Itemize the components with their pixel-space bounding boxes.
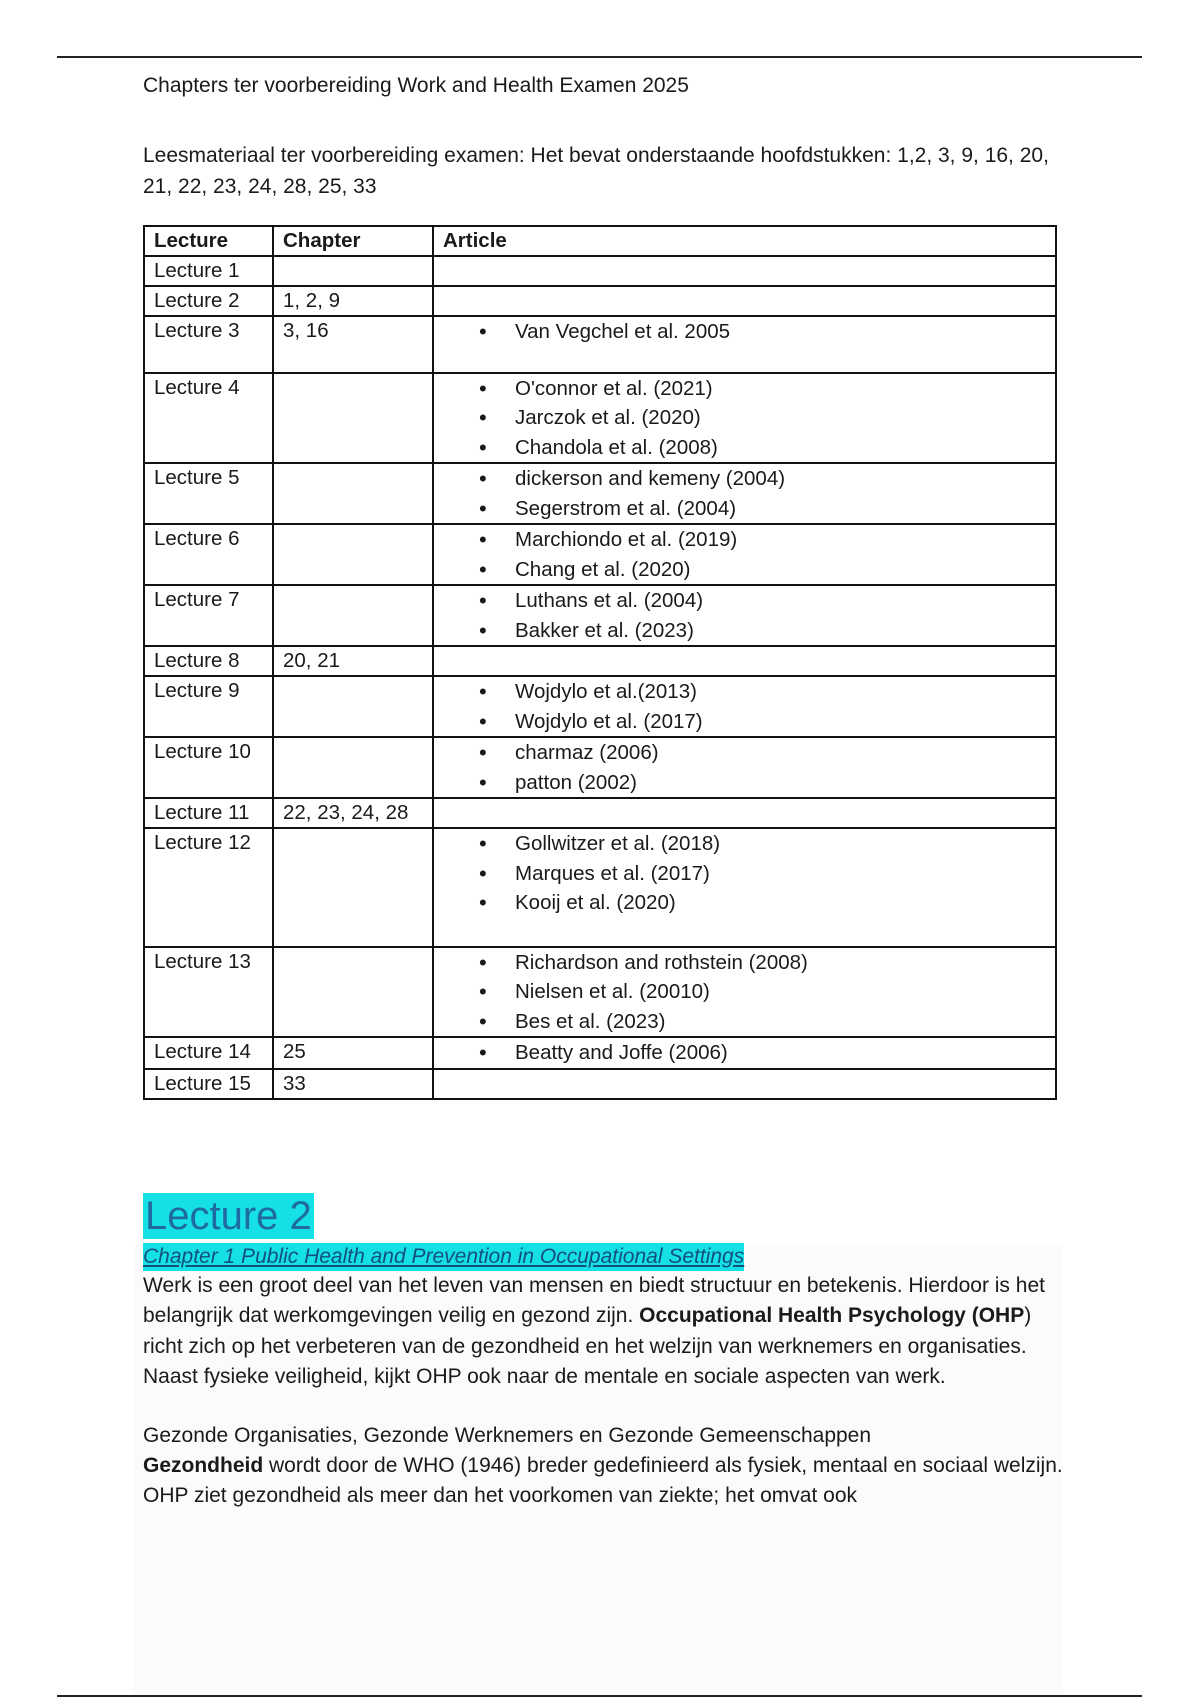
document-title: Chapters ter voorbereiding Work and Health Examen 2025 [143, 74, 689, 97]
cell-chapter [273, 463, 433, 524]
cell-articles [433, 585, 1056, 646]
article-list [443, 829, 1046, 918]
article-item: • Jarczok et al. (2020) [443, 403, 1046, 433]
table-row [144, 1037, 1056, 1069]
subheading-healthy-organisations: Gezonde Organisaties, Gezonde Werknemers en Gezonde Gemeenschappen [143, 1423, 872, 1447]
table-row [144, 947, 1056, 1038]
cell-lecture: Lecture 12 [144, 828, 273, 947]
cell-lecture: Lecture 14 [144, 1037, 273, 1069]
cell-chapter: 33 [273, 1069, 433, 1099]
cell-chapter: 3, 16 [273, 316, 433, 373]
lecture-table [143, 225, 1057, 1100]
cell-chapter: 20, 21 [273, 646, 433, 676]
article-list [443, 677, 1046, 736]
cell-chapter [273, 585, 433, 646]
cell-articles [433, 676, 1056, 737]
paragraph-ohp-text-b: ) richt zich op het verbeteren van de gezondheid en het welzijn van werknemers en organisaties. Naast fysieke veiligheid, kijkt OHP ook naar de mentale en sociale aspecten van werk. [143, 1304, 1032, 1388]
cell-articles [433, 373, 1056, 464]
cell-lecture: Lecture 10 [144, 737, 273, 798]
cell-lecture: Lecture 15 [144, 1069, 273, 1099]
table-row [144, 828, 1056, 947]
article-list [443, 525, 1046, 584]
cell-chapter [273, 256, 433, 286]
article-item: • Wojdylo et al.(2013) [443, 677, 1046, 707]
article-item: • Nielsen et al. (20010) [443, 977, 1046, 1007]
cell-articles [433, 463, 1056, 524]
article-list [443, 586, 1046, 645]
table-header-row [144, 226, 1056, 256]
table-row [144, 737, 1056, 798]
intro-paragraph: Leesmateriaal ter voorbereiding examen: Het bevat onderstaande hoofdstukken: 1,2, 3, 9, 16, 20, 21, 22, 23, 24, 28, 25, 33 [143, 144, 1049, 198]
article-list [443, 317, 1046, 347]
paragraph-ohp-bold: Occupational Health Psychology (OHP [639, 1304, 1025, 1327]
cell-chapter: 25 [273, 1037, 433, 1069]
article-item: • Marques et al. (2017) [443, 859, 1046, 889]
paragraph-ohp [143, 1271, 1063, 1393]
cell-chapter [273, 676, 433, 737]
article-list [443, 1038, 1046, 1068]
table-row [144, 316, 1056, 373]
article-item: • Van Vegchel et al. 2005 [443, 317, 1046, 347]
article-item: • patton (2002) [443, 768, 1046, 798]
cell-lecture: Lecture 6 [144, 524, 273, 585]
cell-articles [433, 1037, 1056, 1069]
article-item: • Bes et al. (2023) [443, 1007, 1046, 1037]
cell-lecture: Lecture 7 [144, 585, 273, 646]
article-item: • Gollwitzer et al. (2018) [443, 829, 1046, 859]
table-row [144, 585, 1056, 646]
cell-chapter [273, 373, 433, 464]
table-row [144, 646, 1056, 676]
header-chapter: Chapter [273, 226, 433, 256]
cell-lecture: Lecture 9 [144, 676, 273, 737]
cell-lecture: Lecture 8 [144, 646, 273, 676]
cell-articles [433, 1069, 1056, 1099]
table-row [144, 676, 1056, 737]
article-item: • Wojdylo et al. (2017) [443, 707, 1046, 737]
section-heading: Lecture 2 [145, 1193, 312, 1238]
article-item: • Chang et al. (2020) [443, 555, 1046, 585]
table-row [144, 256, 1056, 286]
table-row [144, 524, 1056, 585]
cell-articles [433, 828, 1056, 947]
cell-articles [433, 524, 1056, 585]
article-item: • dickerson and kemeny (2004) [443, 464, 1046, 494]
article-list [443, 948, 1046, 1037]
table-row [144, 798, 1056, 828]
cell-articles [433, 316, 1056, 373]
article-list [443, 464, 1046, 523]
cell-articles [433, 798, 1056, 828]
article-item: • Luthans et al. (2004) [443, 586, 1046, 616]
chapter-subheading: Chapter 1 Public Health and Prevention in Occupational Settings [143, 1243, 744, 1271]
cell-lecture: Lecture 1 [144, 256, 273, 286]
cell-chapter [273, 947, 433, 1038]
article-item: • Beatty and Joffe (2006) [443, 1038, 1046, 1068]
cell-lecture: Lecture 2 [144, 286, 273, 316]
bottom-rule [57, 1695, 1142, 1697]
table-row [144, 286, 1056, 316]
article-item: • Chandola et al. (2008) [443, 433, 1046, 463]
cell-lecture: Lecture 4 [144, 373, 273, 464]
article-item: • charmaz (2006) [443, 738, 1046, 768]
cell-chapter [273, 737, 433, 798]
cell-chapter [273, 828, 433, 947]
header-article: Article [433, 226, 1056, 256]
cell-lecture: Lecture 13 [144, 947, 273, 1038]
cell-lecture: Lecture 11 [144, 798, 273, 828]
cell-chapter: 1, 2, 9 [273, 286, 433, 316]
paragraph-health-bold: Gezondheid [143, 1453, 264, 1477]
cell-lecture: Lecture 5 [144, 463, 273, 524]
paragraph-health-text: wordt door de WHO (1946) breder gedefinieerd als fysiek, mentaal en sociaal welzijn. OHP ziet gezondheid als meer dan het voorkomen van ziekte; het omvat ook [143, 1453, 1063, 1507]
article-item: • Bakker et al. (2023) [443, 616, 1046, 646]
cell-chapter [273, 524, 433, 585]
document-body [143, 70, 1063, 1512]
cell-lecture: Lecture 3 [144, 316, 273, 373]
paragraph-health [143, 1451, 1063, 1512]
table-body [144, 256, 1056, 1099]
cell-chapter: 22, 23, 24, 28 [273, 798, 433, 828]
article-list [443, 738, 1046, 797]
table-row [144, 1069, 1056, 1099]
header-lecture: Lecture [144, 226, 273, 256]
table-row [144, 373, 1056, 464]
cell-articles [433, 286, 1056, 316]
cell-articles [433, 646, 1056, 676]
article-item: • Segerstrom et al. (2004) [443, 494, 1046, 524]
article-item: • Marchiondo et al. (2019) [443, 525, 1046, 555]
top-rule [57, 56, 1142, 58]
cell-articles [433, 256, 1056, 286]
cell-articles [433, 947, 1056, 1038]
cell-articles [433, 737, 1056, 798]
table-row [144, 463, 1056, 524]
article-item: • O'connor et al. (2021) [443, 374, 1046, 404]
article-list [443, 374, 1046, 463]
paragraph-ohp-text-a: Werk is een groot deel van het leven van mensen en biedt structuur en betekenis. Hierdoor is het belangrijk dat werkomgevingen veilig en gezond zijn. [143, 1273, 1045, 1327]
article-item: • Richardson and rothstein (2008) [443, 948, 1046, 978]
article-item: • Kooij et al. (2020) [443, 888, 1046, 918]
